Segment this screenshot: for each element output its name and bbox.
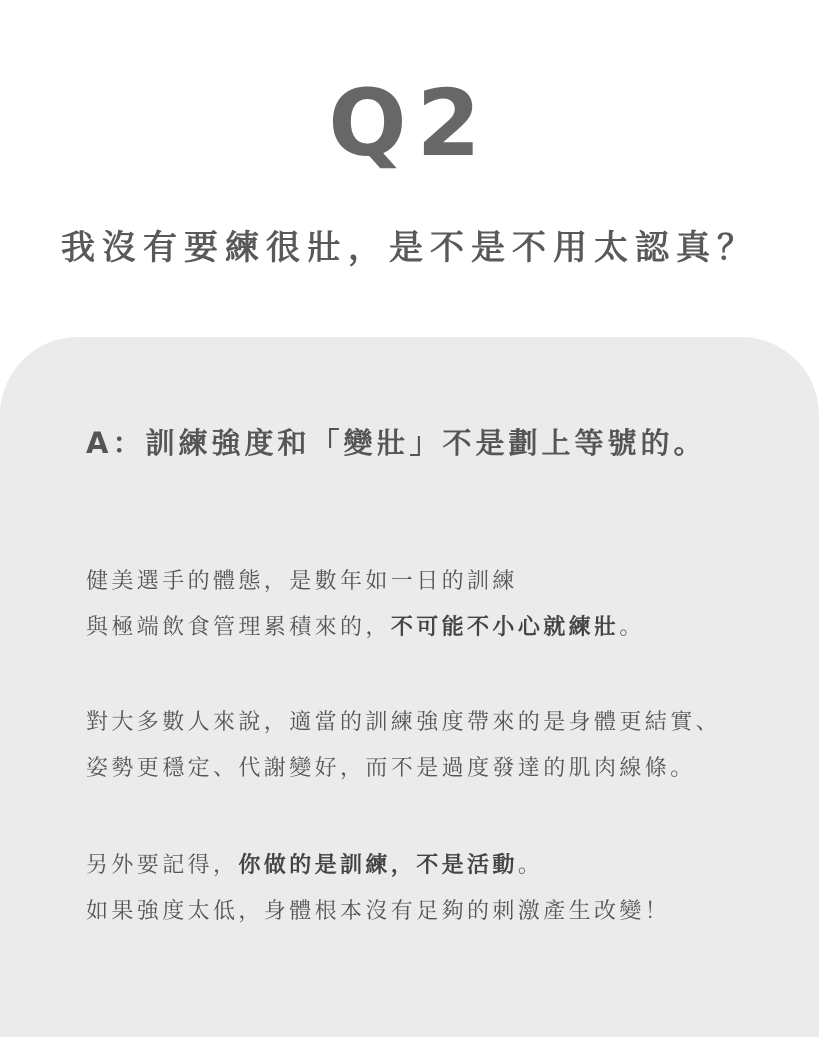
answer-paragraph-2 [86,700,721,792]
question-title: 我沒有要練很壯，是不是不用太認真？ [61,228,758,268]
paragraph-line: 健美選手的體態，是數年如一日的訓練 [86,569,518,594]
paragraph-line [86,843,670,889]
emphasis-text: 你做的是訓練，不是活動 [238,853,518,878]
paragraph-line: 如果強度太低，身體根本沒有足夠的刺激產生改變！ [86,899,671,924]
paragraph-line: 對大多數人來說，適當的訓練強度帶來的是身體更結實、 [86,710,722,735]
paragraph-line [86,605,645,651]
paragraph-text: 。 [619,615,645,640]
paragraph-text: 另外要記得， [86,853,239,878]
paragraph-text: 。 [517,853,544,878]
answer-title: A：訓練強度和「變壯」不是劃上等號的。 [86,426,707,460]
answer-paragraph-1 [86,559,645,651]
answer-paragraph-3 [86,843,670,935]
paragraph-line: 姿勢更穩定、代謝變好，而不是過度發達的肌肉線條。 [86,756,696,781]
question-number: Q2 [328,70,491,177]
emphasis-text: 不可能不小心就練壯 [390,615,620,640]
paragraph-text: 與極端飲食管理累積來的， [86,615,391,640]
